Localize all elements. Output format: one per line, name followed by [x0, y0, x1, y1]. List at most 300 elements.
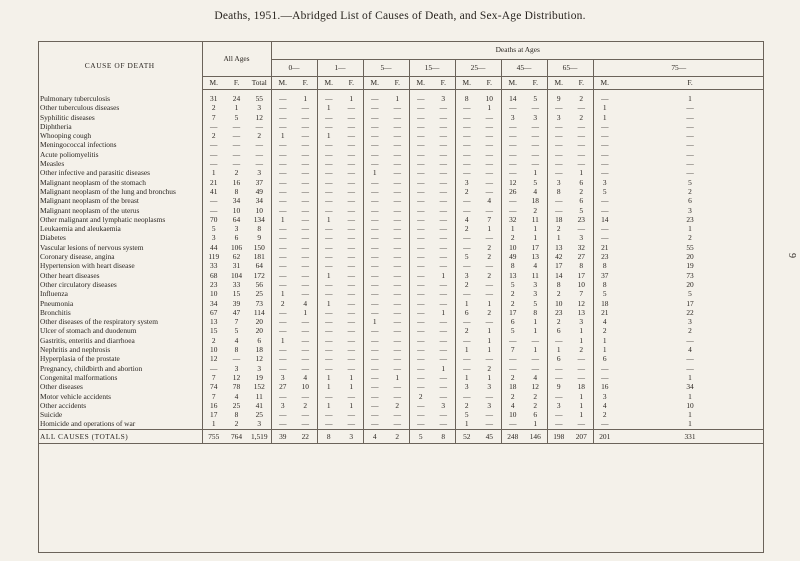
- cause-label: Measles: [38, 159, 202, 168]
- table-cell: 1: [317, 373, 340, 382]
- table-cell: —: [317, 159, 340, 168]
- table-cell: —: [363, 326, 386, 335]
- cause-label: Pregnancy, childbirth and abortion: [38, 364, 202, 373]
- table-cell: —: [547, 392, 570, 401]
- table-cell: 7: [202, 113, 225, 122]
- table-cell: —: [317, 419, 340, 429]
- table-cell: —: [363, 196, 386, 205]
- table-cell: —: [393, 307, 401, 317]
- table-cell: 1: [688, 419, 692, 429]
- table-cell: 2: [579, 186, 584, 196]
- table-cell: —: [317, 140, 340, 149]
- table-cell: 1: [349, 372, 354, 382]
- table-cell: —: [593, 90, 616, 104]
- table-cell: —: [439, 112, 447, 122]
- table-cell: 55: [686, 242, 694, 252]
- cause-label: Other malignant and lymphatic neoplasms: [38, 215, 202, 224]
- table-cell: 16: [593, 382, 616, 391]
- table-cell: —: [271, 233, 294, 242]
- table-cell: —: [439, 140, 447, 150]
- table-cell: 10: [547, 299, 570, 308]
- table-cell: 1: [349, 400, 354, 410]
- table-cell: 20: [686, 252, 694, 262]
- age-group-header: 0—: [271, 60, 317, 77]
- table-cell: 1: [349, 382, 354, 392]
- table-cell: 23: [547, 308, 570, 317]
- table-cell: —: [393, 252, 401, 262]
- table-cell: —: [439, 261, 447, 271]
- table-cell: 16: [202, 401, 225, 410]
- table-row: [38, 419, 764, 429]
- table-cell: 3: [487, 382, 492, 392]
- table-cell: —: [547, 140, 570, 149]
- table-cell: —: [301, 270, 309, 280]
- table-cell: 106: [230, 242, 243, 252]
- table-row: [38, 140, 764, 149]
- table-cell: —: [347, 279, 355, 289]
- table-cell: —: [317, 150, 340, 159]
- table-cell: 70: [202, 215, 225, 224]
- table-cell: —: [485, 419, 493, 429]
- table-cell: 1: [533, 317, 538, 327]
- table-cell: 2: [501, 299, 524, 308]
- male-column-header: M.: [317, 77, 340, 90]
- table-cell: —: [577, 103, 585, 113]
- table-cell: —: [501, 336, 524, 345]
- female-column-header: F.: [432, 77, 455, 90]
- table-cell: 181: [253, 252, 265, 262]
- cause-label: Acute poliomyelitis: [38, 150, 202, 159]
- table-cell: —: [485, 159, 493, 169]
- age-group-header: 75—: [593, 60, 764, 77]
- table-cell: —: [317, 280, 340, 289]
- table-cell: 331: [616, 429, 764, 443]
- table-cell: —: [301, 279, 309, 289]
- table-cell: —: [393, 131, 401, 141]
- table-cell: —: [409, 410, 432, 419]
- table-cell: —: [301, 317, 309, 327]
- table-cell: —: [271, 345, 294, 354]
- cause-label: Diabetes: [38, 233, 202, 242]
- table-cell: —: [271, 326, 294, 335]
- table-cell: —: [455, 150, 478, 159]
- table-cell: 6: [547, 354, 570, 363]
- table-cell: 11: [255, 391, 263, 401]
- table-cell: —: [439, 131, 447, 141]
- table-cell: —: [455, 196, 478, 205]
- table-cell: —: [317, 410, 340, 419]
- table-cell: —: [439, 205, 447, 215]
- table-cell: —: [547, 131, 570, 140]
- table-cell: 1: [533, 168, 538, 178]
- table-cell: —: [301, 391, 309, 401]
- table-cell: —: [317, 224, 340, 233]
- table-cell: 12: [531, 382, 539, 392]
- age-group-header: 15—: [409, 60, 455, 77]
- table-cell: —: [439, 149, 447, 159]
- table-cell: 2: [455, 401, 478, 410]
- table-cell: 7: [501, 345, 524, 354]
- table-cell: 12: [255, 112, 263, 122]
- table-cell: 1: [455, 299, 478, 308]
- table-row: [38, 252, 764, 261]
- table-cell: 3: [271, 373, 294, 382]
- cause-label: Homicide and operations of war: [38, 419, 202, 429]
- table-cell: —: [409, 317, 432, 326]
- table-cell: —: [202, 196, 225, 205]
- table-cell: —: [593, 122, 616, 131]
- cause-label: Other diseases: [38, 382, 202, 391]
- table-cell: 1: [317, 299, 340, 308]
- table-cell: —: [409, 206, 432, 215]
- table-cell: —: [363, 122, 386, 131]
- table-cell: —: [547, 373, 570, 382]
- table-cell: 31: [232, 261, 241, 271]
- table-cell: —: [347, 252, 355, 262]
- table-cell: —: [409, 140, 432, 149]
- table-cell: 1,519: [248, 429, 271, 443]
- table-cell: —: [439, 391, 447, 401]
- table-cell: —: [501, 168, 524, 177]
- table-cell: 23: [202, 280, 225, 289]
- table-cell: —: [363, 308, 386, 317]
- cause-label: Whooping cough: [38, 131, 202, 140]
- table-cell: —: [485, 177, 493, 187]
- table-cell: 24: [232, 94, 241, 103]
- table-cell: —: [232, 354, 241, 364]
- table-cell: 17: [531, 242, 539, 252]
- table-cell: 33: [232, 279, 241, 289]
- table-cell: 23: [577, 214, 585, 224]
- table-row: [38, 336, 764, 345]
- table-cell: —: [202, 206, 225, 215]
- male-column-header: M.: [501, 77, 524, 90]
- table-cell: —: [301, 131, 309, 141]
- table-cell: —: [347, 140, 355, 150]
- table-cell: —: [439, 345, 447, 355]
- table-cell: 4: [303, 372, 308, 382]
- table-cell: —: [547, 122, 570, 131]
- deaths-at-ages-header: Deaths at Ages: [271, 41, 764, 60]
- table-cell: —: [393, 289, 401, 299]
- table-cell: 5: [234, 326, 239, 336]
- table-cell: —: [347, 214, 355, 224]
- table-cell: —: [317, 345, 340, 354]
- table-cell: 10: [255, 205, 263, 215]
- table-cell: —: [363, 345, 386, 354]
- table-cell: —: [363, 364, 386, 373]
- table-cell: —: [202, 140, 225, 149]
- table-cell: 33: [202, 261, 225, 270]
- table-cell: —: [317, 252, 340, 261]
- table-cell: —: [363, 382, 386, 391]
- table-cell: 3: [257, 168, 262, 178]
- table-cell: —: [485, 317, 493, 327]
- table-cell: 4: [593, 317, 616, 326]
- table-cell: 1: [533, 224, 538, 234]
- table-cell: 1: [395, 372, 400, 382]
- table-cell: —: [501, 354, 524, 363]
- table-cell: —: [439, 382, 447, 392]
- table-cell: 5: [455, 410, 478, 419]
- table-cell: 12: [232, 372, 241, 382]
- table-cell: —: [439, 168, 447, 178]
- table-cell: —: [347, 354, 355, 364]
- table-cell: 10: [577, 279, 585, 289]
- table-cell: 1: [487, 103, 492, 113]
- table-cell: —: [455, 289, 478, 298]
- table-cell: —: [409, 122, 432, 131]
- table-cell: 39: [271, 429, 294, 443]
- table-cell: —: [347, 317, 355, 327]
- table-cell: 1: [317, 131, 340, 140]
- table-row: [38, 113, 764, 122]
- table-cell: 23: [686, 214, 694, 224]
- table-cell: —: [363, 299, 386, 308]
- table-cell: —: [547, 196, 570, 205]
- table-cell: 1: [487, 345, 492, 355]
- table-cell: 12: [202, 354, 225, 363]
- table-cell: —: [577, 149, 585, 159]
- table-row: [38, 150, 764, 159]
- table-cell: 25: [255, 410, 263, 420]
- table-cell: —: [363, 159, 386, 168]
- table-cell: 1: [349, 94, 354, 103]
- table-cell: —: [271, 103, 294, 112]
- table-cell: 11: [531, 214, 539, 224]
- table-cell: —: [363, 392, 386, 401]
- table-cell: 1: [688, 391, 692, 401]
- table-cell: 10: [686, 400, 694, 410]
- table-cell: 12: [255, 354, 263, 364]
- table-cell: 68: [202, 271, 225, 280]
- table-cell: —: [686, 112, 694, 122]
- table-cell: 5: [533, 94, 538, 103]
- table-cell: 2: [202, 336, 225, 345]
- table-cell: —: [577, 419, 585, 429]
- table-cell: 3: [579, 317, 584, 327]
- table-cell: 3: [257, 363, 262, 373]
- table-cell: 1: [501, 224, 524, 233]
- table-cell: 1: [271, 336, 294, 345]
- table-cell: —: [485, 149, 493, 159]
- table-cell: 1: [363, 317, 386, 326]
- table-cell: —: [317, 261, 340, 270]
- table-cell: 1: [579, 400, 584, 410]
- table-cell: —: [317, 122, 340, 131]
- table-cell: 10: [301, 382, 309, 392]
- table-cell: 10: [232, 205, 241, 215]
- table-cell: —: [271, 392, 294, 401]
- table-cell: —: [363, 103, 386, 112]
- table-cell: —: [271, 196, 294, 205]
- table-cell: 16: [232, 177, 241, 187]
- table-cell: —: [439, 186, 447, 196]
- table-cell: —: [409, 271, 432, 280]
- table-cell: —: [255, 121, 263, 131]
- table-row: [38, 354, 764, 363]
- table-cell: 13: [547, 243, 570, 252]
- table-cell: 3: [441, 94, 446, 103]
- table-cell: 2: [501, 373, 524, 382]
- table-cell: —: [271, 317, 294, 326]
- table-cell: 1: [579, 168, 584, 178]
- table-cell: 37: [593, 271, 616, 280]
- table-cell: —: [271, 187, 294, 196]
- table-cell: 2: [455, 187, 478, 196]
- table-cell: —: [485, 121, 493, 131]
- table-cell: —: [531, 121, 539, 131]
- table-cell: —: [301, 159, 309, 169]
- table-cell: —: [393, 382, 401, 392]
- female-column-header: F.: [524, 77, 547, 90]
- table-cell: —: [271, 178, 294, 187]
- table-cell: —: [485, 186, 493, 196]
- table-cell: 2: [487, 252, 492, 262]
- table-cell: 3: [533, 289, 538, 299]
- table-cell: 12: [577, 298, 585, 308]
- table-cell: 8: [501, 261, 524, 270]
- table-cell: —: [301, 354, 309, 364]
- table-cell: —: [271, 252, 294, 261]
- table-row: [38, 364, 764, 373]
- table-cell: —: [439, 196, 447, 206]
- table-cell: 8: [234, 410, 239, 420]
- table-cell: 4: [533, 372, 538, 382]
- table-cell: —: [455, 261, 478, 270]
- female-column-header: F.: [225, 77, 248, 90]
- table-cell: 150: [253, 242, 265, 252]
- table-cell: —: [393, 317, 401, 327]
- table-cell: 3: [202, 233, 225, 242]
- table-cell: 8: [432, 429, 455, 443]
- table-cell: 2: [455, 326, 478, 335]
- table-cell: —: [301, 186, 309, 196]
- table-cell: 104: [230, 270, 243, 280]
- table-cell: —: [485, 279, 493, 289]
- table-cell: —: [363, 215, 386, 224]
- table-cell: 152: [253, 382, 265, 392]
- table-cell: 134: [253, 214, 265, 224]
- table-cell: 3: [688, 205, 692, 215]
- table-cell: —: [232, 149, 241, 159]
- table-cell: 248: [501, 429, 524, 443]
- table-cell: 1: [202, 419, 225, 429]
- table-cell: —: [409, 187, 432, 196]
- table-cell: 7: [234, 317, 239, 327]
- table-cell: —: [393, 279, 401, 289]
- female-column-header: F.: [340, 77, 363, 90]
- table-cell: 3: [688, 317, 692, 327]
- age-group-header: 1—: [317, 60, 363, 77]
- table-row: [38, 233, 764, 242]
- table-cell: —: [363, 289, 386, 298]
- page-title: Deaths, 1951.—Abridged List of Causes of Death, and Sex-Age Distribution.: [214, 10, 586, 22]
- table-cell: —: [393, 177, 401, 187]
- table-cell: —: [501, 131, 524, 140]
- table-cell: —: [439, 298, 447, 308]
- table-cell: —: [363, 336, 386, 345]
- table-cell: 1: [533, 233, 538, 243]
- table-cell: 1: [487, 298, 492, 308]
- table-row: [38, 187, 764, 196]
- table-cell: —: [363, 113, 386, 122]
- male-column-header: M.: [455, 77, 478, 90]
- table-cell: —: [301, 196, 309, 206]
- table-cell: 2: [271, 299, 294, 308]
- table-cell: 5: [202, 224, 225, 233]
- total-column-header: Total: [248, 77, 271, 90]
- table-cell: 64: [255, 261, 263, 271]
- table-cell: —: [686, 103, 694, 113]
- table-cell: —: [363, 354, 386, 363]
- table-cell: 7: [202, 373, 225, 382]
- table-cell: —: [686, 121, 694, 131]
- table-cell: 18: [547, 215, 570, 224]
- table-cell: —: [455, 131, 478, 140]
- table-cell: —: [301, 335, 309, 345]
- table-cell: 34: [255, 196, 263, 206]
- table-cell: 1: [395, 94, 400, 103]
- table-cell: 5: [593, 289, 616, 298]
- totals-row: [38, 429, 764, 443]
- table-cell: —: [301, 363, 309, 373]
- table-cell: —: [271, 364, 294, 373]
- table-cell: —: [455, 233, 478, 242]
- table-cell: 9: [257, 233, 262, 243]
- table-cell: —: [455, 206, 478, 215]
- table-cell: —: [393, 242, 401, 252]
- table-cell: —: [317, 354, 340, 363]
- age-group-header: 65—: [547, 60, 593, 77]
- table-cell: 1: [579, 335, 584, 345]
- cause-label: Syphilitic diseases: [38, 113, 202, 122]
- table-cell: —: [409, 261, 432, 270]
- table-cell: —: [347, 196, 355, 206]
- table-cell: —: [455, 392, 478, 401]
- totals-label: ALL CAUSES (TOTALS): [38, 429, 202, 443]
- table-cell: 22: [686, 307, 694, 317]
- table-cell: —: [439, 103, 447, 113]
- table-cell: —: [347, 177, 355, 187]
- table-row: [38, 159, 764, 168]
- table-cell: 25: [255, 289, 263, 299]
- table-cell: —: [347, 121, 355, 131]
- table-cell: 3: [234, 224, 239, 234]
- table-cell: 20: [686, 279, 694, 289]
- table-cell: 8: [455, 90, 478, 104]
- table-cell: 3: [487, 400, 492, 410]
- table-cell: 32: [501, 215, 524, 224]
- table-cell: 2: [501, 392, 524, 401]
- table-row: [38, 317, 764, 326]
- table-cell: 755: [202, 429, 225, 443]
- table-cell: 146: [524, 429, 547, 443]
- table-cell: 6: [533, 410, 538, 420]
- table-cell: 1: [547, 345, 570, 354]
- cause-label: Influenza: [38, 289, 202, 298]
- table-cell: —: [255, 159, 263, 169]
- table-cell: —: [271, 243, 294, 252]
- table-cell: 27: [271, 382, 294, 391]
- table-row: [38, 243, 764, 252]
- table-cell: —: [317, 326, 340, 335]
- table-cell: —: [531, 363, 539, 373]
- table-cell: —: [409, 326, 432, 335]
- table-row: [38, 308, 764, 317]
- table-row: [38, 289, 764, 298]
- table-cell: 7: [579, 289, 584, 299]
